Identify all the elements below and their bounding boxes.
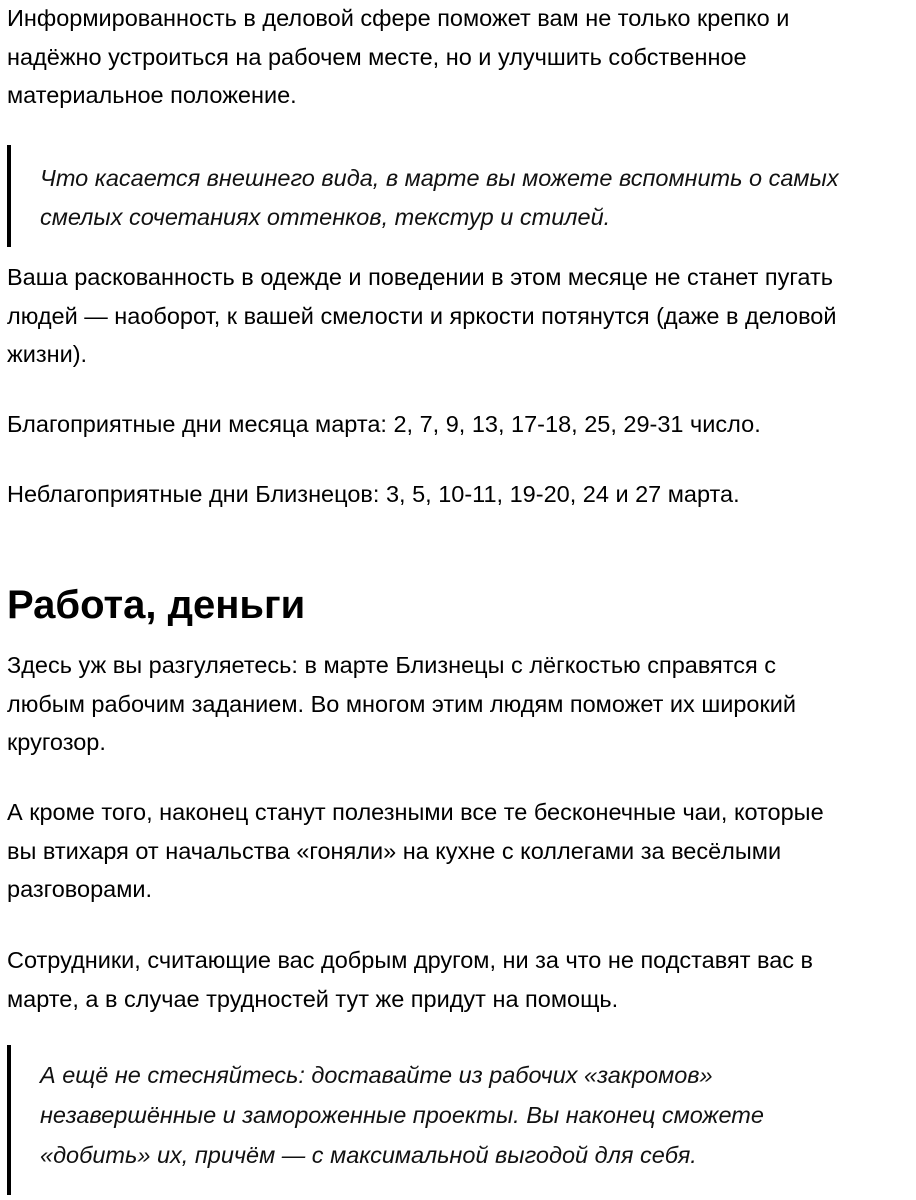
line: Ваша раскованность в одежде и поведении в этом месяце не станет пугать <box>7 264 833 290</box>
blockquote <box>40 159 916 236</box>
paragraph <box>7 793 916 909</box>
quote-bar <box>7 1045 11 1195</box>
line: людей — наоборот, к вашей смелости и яркости потянутся (даже в деловой <box>7 302 837 329</box>
line: кругозор. <box>7 729 106 755</box>
line: Благоприятные дни месяца марта: 2, 7, 9, 13, 17-18, 25, 29-31 число. <box>7 411 761 437</box>
line: Неблагоприятные дни Близнецов: 3, 5, 10-11, 19-20, 24 и 27 марта. <box>7 481 740 507</box>
line: разговорами. <box>7 876 153 902</box>
line: Информированность в деловой сфере поможет вам не только крепко и <box>7 5 790 31</box>
line: Что касается внешнего вида, в марте вы можете вспомнить о самых <box>40 165 839 191</box>
line: «добить» их, причём — с максимальной выгодой для себя. <box>40 1142 697 1168</box>
paragraph <box>7 0 916 115</box>
line: Здесь уж вы разгуляетесь: в марте Близнецы с лёгкостью справятся с <box>7 652 777 678</box>
quote-bar <box>7 145 11 247</box>
paragraph <box>7 646 916 762</box>
line: марте, а в случае трудностей тут же придут на помощь. <box>7 985 619 1012</box>
paragraph <box>7 405 916 444</box>
line: смелых сочетаниях оттенков, текстур и стилей. <box>40 203 611 230</box>
line: надёжно устроиться на рабочем месте, но и улучшить собственное <box>7 43 747 70</box>
paragraph <box>7 258 916 374</box>
line: материальное положение. <box>7 82 297 108</box>
section-heading: Работа, деньги <box>7 583 306 627</box>
line: любым рабочим заданием. Во многом этим людям поможет их широкий <box>7 690 796 717</box>
line: А ещё не стесняйтесь: доставайте из рабочих «закромов» <box>40 1062 713 1088</box>
line: жизни). <box>7 341 88 367</box>
paragraph <box>7 941 916 1018</box>
line: незавершённые и замороженные проекты. Вы наконец сможете <box>40 1102 764 1128</box>
line: вы втихаря от начальства «гоняли» на кухне с коллегами за весёлыми <box>7 837 782 864</box>
paragraph <box>7 475 916 514</box>
blockquote <box>40 1055 916 1175</box>
line: Сотрудники, считающие вас добрым другом, ни за что не подставят вас в <box>7 947 814 973</box>
line: А кроме того, наконец станут полезными все те бесконечные чаи, которые <box>7 799 824 825</box>
